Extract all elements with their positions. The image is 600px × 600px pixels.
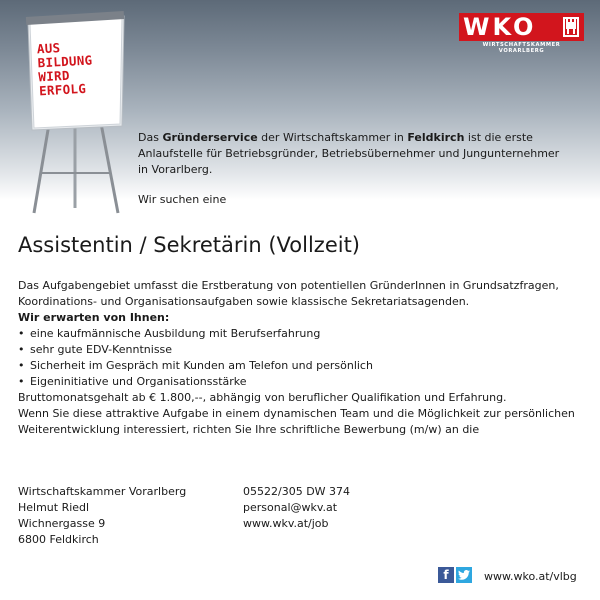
intro-segment: Das xyxy=(138,131,163,144)
vorarlberg-emblem-icon xyxy=(562,16,580,38)
contact-email[interactable]: personal@wkv.at xyxy=(243,501,338,514)
contact-person: Helmut Riedl xyxy=(18,501,90,514)
intro-line xyxy=(138,130,578,146)
requirement-item: • sehr gute EDV-Kenntnisse xyxy=(18,342,584,358)
contact-city: 6800 Feldkirch xyxy=(18,533,99,546)
contact-org: Wirtschaftskammer Vorarlberg xyxy=(18,485,187,498)
requirement-item: • Eigeninitiative und Organisationsstärke xyxy=(18,374,584,390)
intro-bold: Gründerservice xyxy=(162,131,258,144)
flipchart-text xyxy=(37,38,130,99)
contact-web[interactable]: www.wkv.at/job xyxy=(243,517,329,530)
contact-address xyxy=(18,484,186,548)
contact-details xyxy=(243,484,350,532)
flipchart-illustration xyxy=(20,8,130,218)
twitter-icon[interactable] xyxy=(456,567,472,583)
requirement-item: • eine kaufmännische Ausbildung mit Berufserfahrung xyxy=(18,326,584,342)
job-title: Assistentin / Sekretärin (Vollzeit) xyxy=(18,233,360,257)
logo-letters: WKO xyxy=(463,13,537,41)
flipchart-line: BILDUNG xyxy=(37,52,93,71)
requirement-item: • Sicherheit im Gespräch mit Kunden am Telefon und persönlich xyxy=(18,358,584,374)
social-links xyxy=(438,567,472,583)
website-link[interactable]: www.wko.at/vlbg xyxy=(484,570,577,583)
closing-line: Wenn Sie diese attraktive Aufgabe in einem dynamischen Team und die Möglichkeit zur persönlichen xyxy=(18,407,575,420)
intro-bold: Feldkirch xyxy=(407,131,465,144)
intro-line: Anlaufstelle für Betriebsgründer, Betriebsübernehmer und Jungunternehmer xyxy=(138,147,560,160)
wko-logo xyxy=(459,13,584,53)
intro-text xyxy=(138,130,578,208)
description-line: Koordinations- und Organisationsaufgaben sowie klassische Sekretariatsagenden. xyxy=(18,295,470,308)
closing-line: Weiterentwicklung interessiert, richten Sie Ihre schriftliche Bewerbung (m/w) an die xyxy=(18,423,480,436)
intro-segment: ist die erste xyxy=(464,131,533,144)
description-line: Das Aufgabengebiet umfasst die Erstberatung von potentiellen GründerInnen in Grundsatzfragen, xyxy=(18,279,559,292)
intro-line: in Vorarlberg. xyxy=(138,163,213,176)
intro-segment: der Wirtschaftskammer in xyxy=(257,131,408,144)
logo-subtitle: WIRTSCHAFTSKAMMER VORARLBERG xyxy=(482,42,561,54)
job-content xyxy=(18,278,584,438)
contact-phone: 05522/305 DW 374 xyxy=(243,485,351,498)
requirements-heading: Wir erwarten von Ihnen: xyxy=(18,311,170,324)
facebook-icon[interactable]: f xyxy=(438,567,454,583)
intro-search: Wir suchen eine xyxy=(138,193,227,206)
requirements-list xyxy=(18,326,584,390)
contact-street: Wichnergasse 9 xyxy=(18,517,106,530)
flipchart-line: AUS xyxy=(36,40,61,57)
flipchart-line: WIRD xyxy=(38,67,71,85)
salary-text: Bruttomonatsgehalt ab € 1.800,--, abhängig von beruflicher Qualifikation und Erfahrung. xyxy=(18,391,507,404)
flipchart-line: ERFOLG xyxy=(38,80,87,99)
